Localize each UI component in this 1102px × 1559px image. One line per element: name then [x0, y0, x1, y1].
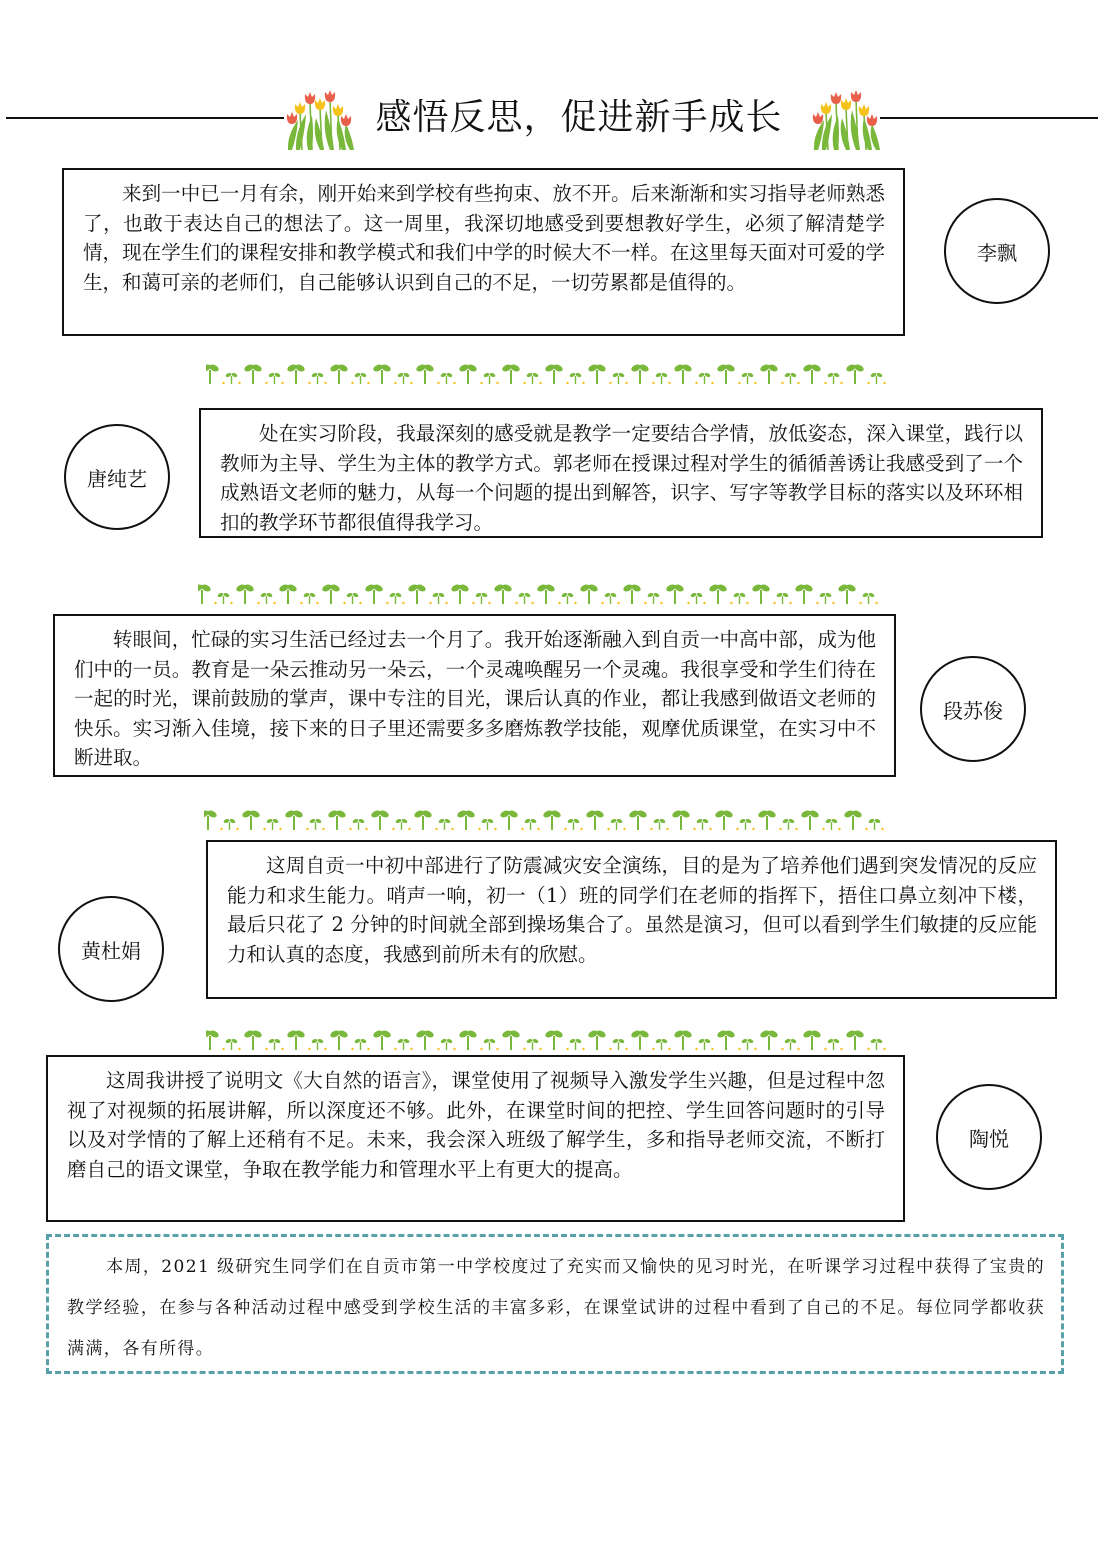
name-circle-5 — [936, 1084, 1042, 1190]
sprout-divider-icon — [198, 580, 898, 606]
name-circle-2 — [64, 424, 170, 530]
reflection-text: 来到一中已一月有余，刚开始来到学校有些拘束、放不开。后来渐渐和实习指导老师熟悉了，也敢于表达自己的想法了。这一周里，我深切地感受到要想教好学生，必须了解清楚学情，现在学生们的课程安排和教学模式和我们中学的时候大不一样。在这里每天面对可爱的学生，和蔼可亲的老师们，自己能够认识到自己的不足，一切劳累都是值得的。 — [83, 182, 885, 294]
summary-text: 本周，2021 级研究生同学们在自贡市第一中学校度过了充实而又愉快的见习时光，在听课学习过程中获得了宝贵的教学经验，在参与各种活动过程中感受到学校生活的丰富多彩，在课堂试讲的过程中看到了自己的不足。每位同学都收获满满，各有所得。 — [67, 1257, 1045, 1359]
page-title: 感悟反思，促进新手成长 — [375, 97, 783, 138]
tulip-flower-icon — [280, 80, 356, 152]
reflection-box-1 — [62, 168, 905, 336]
author-name: 唐纯艺 — [87, 466, 147, 491]
tulip-flower-icon — [806, 80, 882, 152]
title-rule-right — [880, 117, 1098, 119]
name-circle-1 — [944, 198, 1050, 304]
author-name: 段苏俊 — [943, 698, 1003, 723]
reflection-box-3 — [53, 614, 896, 777]
author-name: 黄杜娟 — [81, 938, 141, 963]
author-name: 李飘 — [977, 240, 1017, 265]
reflection-box-2 — [199, 408, 1043, 538]
author-name: 陶悦 — [969, 1126, 1009, 1151]
sprout-divider-icon — [206, 360, 906, 386]
sprout-divider-icon — [204, 806, 904, 832]
name-circle-4 — [58, 896, 164, 1002]
reflection-box-4 — [206, 840, 1057, 999]
sprout-divider-icon — [206, 1026, 906, 1052]
name-circle-3 — [920, 656, 1026, 762]
reflection-box-5 — [46, 1055, 905, 1222]
reflection-text: 这周我讲授了说明文《大自然的语言》，课堂使用了视频导入激发学生兴趣，但是过程中忽视了对视频的拓展讲解，所以深度还不够。此外，在课堂时间的把控、学生回答问题时的引导以及对学情的了解上还稍有不足。未来，我会深入班级了解学生，多和指导老师交流，不断打磨自己的语文课堂，争取在教学能力和管理水平上有更大的提高。 — [67, 1069, 885, 1181]
reflection-text: 处在实习阶段，我最深刻的感受就是教学一定要结合学情，放低姿态，深入课堂，践行以教师为主导、学生为主体的教学方式。郭老师在授课过程对学生的循循善诱让我感受到了一个成熟语文老师的魅力，从每一个问题的提出到解答，识字、写字等教学目标的落实以及环环相扣的教学环节都很值得我学习。 — [220, 422, 1023, 534]
reflection-text: 转眼间，忙碌的实习生活已经过去一个月了。我开始逐渐融入到自贡一中高中部，成为他们中的一员。教育是一朵云推动另一朵云，一个灵魂唤醒另一个灵魂。我很享受和学生们待在一起的时光，课前鼓励的掌声，课中专注的目光，课后认真的作业，都让我感到做语文老师的快乐。实习渐入佳境，接下来的日子里还需要多多磨炼教学技能，观摩优质课堂，在实习中不断进取。 — [74, 628, 876, 769]
reflection-text: 这周自贡一中初中部进行了防震减灾安全演练，目的是为了培养他们遇到突发情况的反应能力和求生能力。哨声一响，初一（1）班的同学们在老师的指挥下，捂住口鼻立刻冲下楼，最后只花了 2 分钟的时间就全部到操场集合了。虽然是演习，但可以看到学生们敏捷的反应能力和认真的态度，我感到前所未有的欣慰。 — [227, 854, 1037, 966]
title-rule-left — [6, 117, 284, 119]
summary-box — [46, 1234, 1064, 1374]
